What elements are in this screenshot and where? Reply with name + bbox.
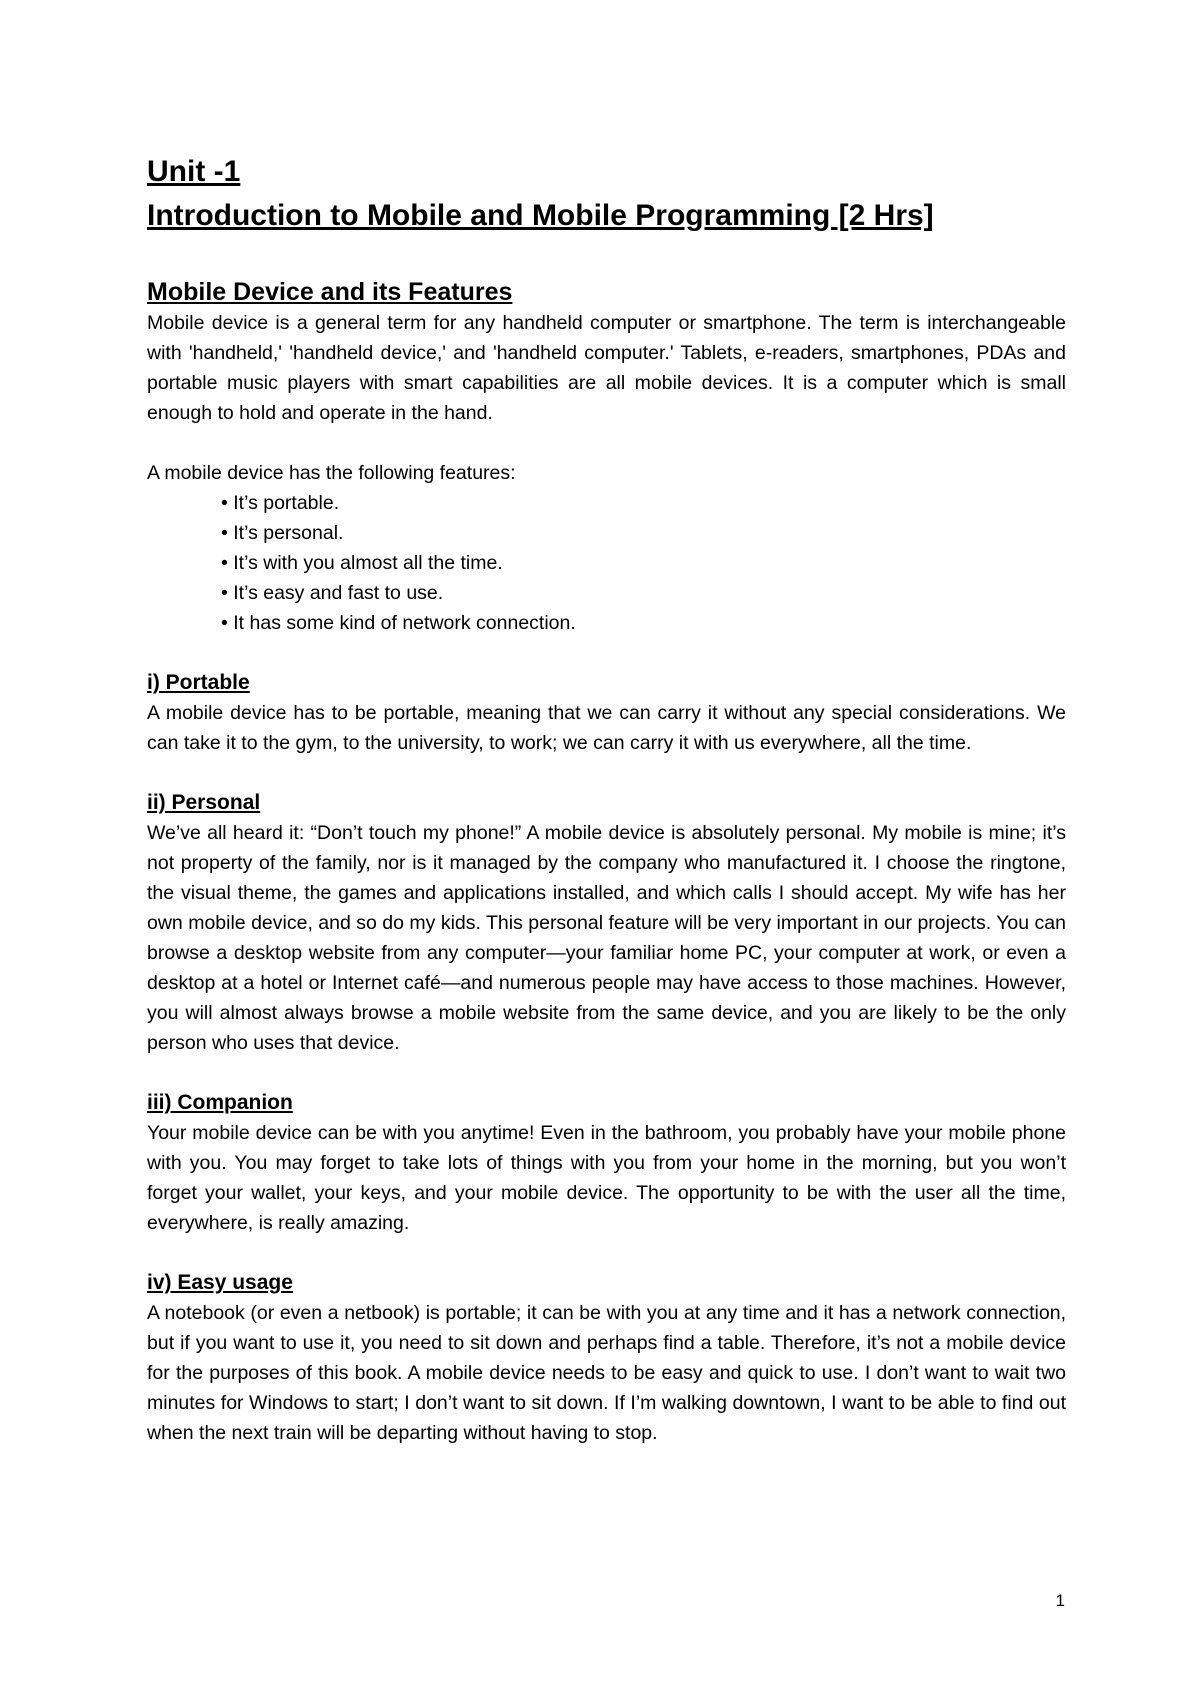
feature-list: [147, 488, 1066, 638]
unit-heading: Unit -1: [147, 155, 241, 188]
features-lead-text: A mobile device has the following features:: [147, 462, 516, 484]
spacer: [147, 1058, 1066, 1088]
subsection-title-easy-usage: iv) Easy usage: [147, 1271, 293, 1294]
subsection-title-companion: iii) Companion: [147, 1091, 293, 1114]
subsection-body-portable: A mobile device has to be portable, meaning that we can carry it without any special considerations. We can take it to the gym, to the university, to work; we can carry it with us everywhere, all the time.: [147, 702, 1066, 754]
feature-list-item: • It’s with you almost all the time.: [221, 548, 1066, 578]
subsection-title-portable: i) Portable: [147, 671, 250, 694]
spacer: [147, 638, 1066, 668]
section-title: Mobile Device and its Features: [147, 278, 513, 306]
page-number: 1: [1055, 1591, 1065, 1610]
page-content: [147, 150, 1066, 1448]
feature-list-item: • It has some kind of network connection.: [221, 608, 1066, 638]
spacer: [147, 758, 1066, 788]
feature-list-item: • It’s portable.: [221, 488, 1066, 518]
spacer: [147, 428, 1066, 458]
subsection-title-personal: ii) Personal: [147, 791, 261, 814]
section-intro-paragraph: Mobile device is a general term for any handheld computer or smartphone. The term is interchangeable with 'handheld,' 'handheld device,' and 'handheld computer.' Tablets, e-readers, smartphones, PDAs and portable music players with smart capabilities are all mobile devices. It is a computer which is small enough to hold and operate in the hand.: [147, 312, 1066, 424]
subsection-body-companion: Your mobile device can be with you anytime! Even in the bathroom, you probably have your mobile phone with you. You may forget to take lots of things with you from your home in the morning, but you won’t forget your wallet, your keys, and your mobile device. The opportunity to be with the user all the time, everywhere, is really amazing.: [147, 1122, 1066, 1234]
subsection-body-easy-usage: A notebook (or even a netbook) is portable; it can be with you at any time and it has a network connection, but if you want to use it, you need to sit down and perhaps find a table. Therefore, it’s not a mobile device for the purposes of this book. A mobile device needs to be easy and quick to use. I don’t want to wait two minutes for Windows to start; I don’t want to sit down. If I’m walking downtown, I want to be able to find out when the next train will be departing without having to stop.: [147, 1302, 1066, 1444]
feature-list-item: • It’s easy and fast to use.: [221, 578, 1066, 608]
chapter-title: Introduction to Mobile and Mobile Programming [2 Hrs]: [147, 199, 934, 232]
feature-list-item: • It’s personal.: [221, 518, 1066, 548]
spacer: [147, 1238, 1066, 1268]
subsection-body-personal: We’ve all heard it: “Don’t touch my phone!” A mobile device is absolutely personal. My mobile is mine; it’s not property of the family, nor is it managed by the company who manufactured it. I choose the ringtone, the visual theme, the games and applications installed, and which calls I should accept. My wife has her own mobile device, and so do my kids. This personal feature will be very important in our projects. You can browse a desktop website from any computer—your familiar home PC, your computer at work, or even a desktop at a hotel or Internet café—and numerous people may have access to those machines. However, you will almost always browse a mobile website from the same device, and you are likely to be the only person who uses that device.: [147, 822, 1066, 1054]
